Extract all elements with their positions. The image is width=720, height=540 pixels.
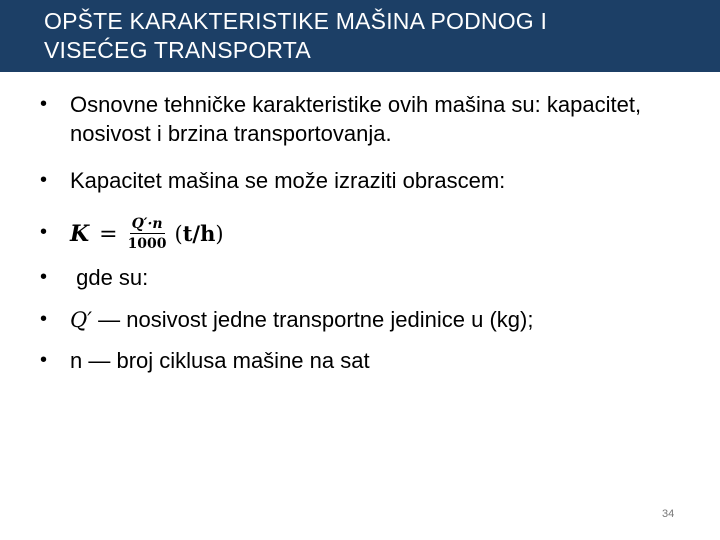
bullet-icon: • <box>40 93 48 115</box>
bullet-icon: • <box>40 266 48 288</box>
formula-equals: = <box>99 221 118 247</box>
bullet-text: n — broj ciklusa mašine na sat <box>70 348 370 373</box>
formula-numerator: Q′·n <box>131 216 163 232</box>
bullet-text: Kapacitet mašina se može izraziti obrascem: <box>70 168 506 193</box>
bullet-text <box>70 305 670 335</box>
formula-lhs: K <box>70 220 90 247</box>
bullet-text: Osnovne tehničke karakteristike ovih mašina su: kapacitet, nosivost i brzina transportovanja. <box>70 92 642 146</box>
capacity-formula <box>70 212 224 256</box>
page-number: 34 <box>662 508 675 520</box>
bullet-text: gde su: <box>70 265 149 290</box>
formula-unit <box>175 219 224 249</box>
q-definition-text: — nosivost jedne transportne jedinice u (kg); <box>98 307 534 332</box>
bullet-icon: • <box>40 308 48 330</box>
slide-title: OPŠTE KARAKTERISTIKE MAŠINA PODNOG I VISEĆEG TRANSPORTA <box>44 8 548 63</box>
formula-unit-close: ) <box>215 222 224 246</box>
formula-fraction <box>128 217 167 251</box>
formula-unit-open: ( <box>174 222 183 246</box>
bullet-icon: • <box>40 169 48 191</box>
formula-unit-text: t/h <box>182 221 216 246</box>
q-prime-symbol: Q′ <box>70 308 92 332</box>
formula-denominator: 1000 <box>127 236 167 252</box>
bullet-icon: • <box>40 349 48 371</box>
bullet-icon: • <box>40 221 48 243</box>
